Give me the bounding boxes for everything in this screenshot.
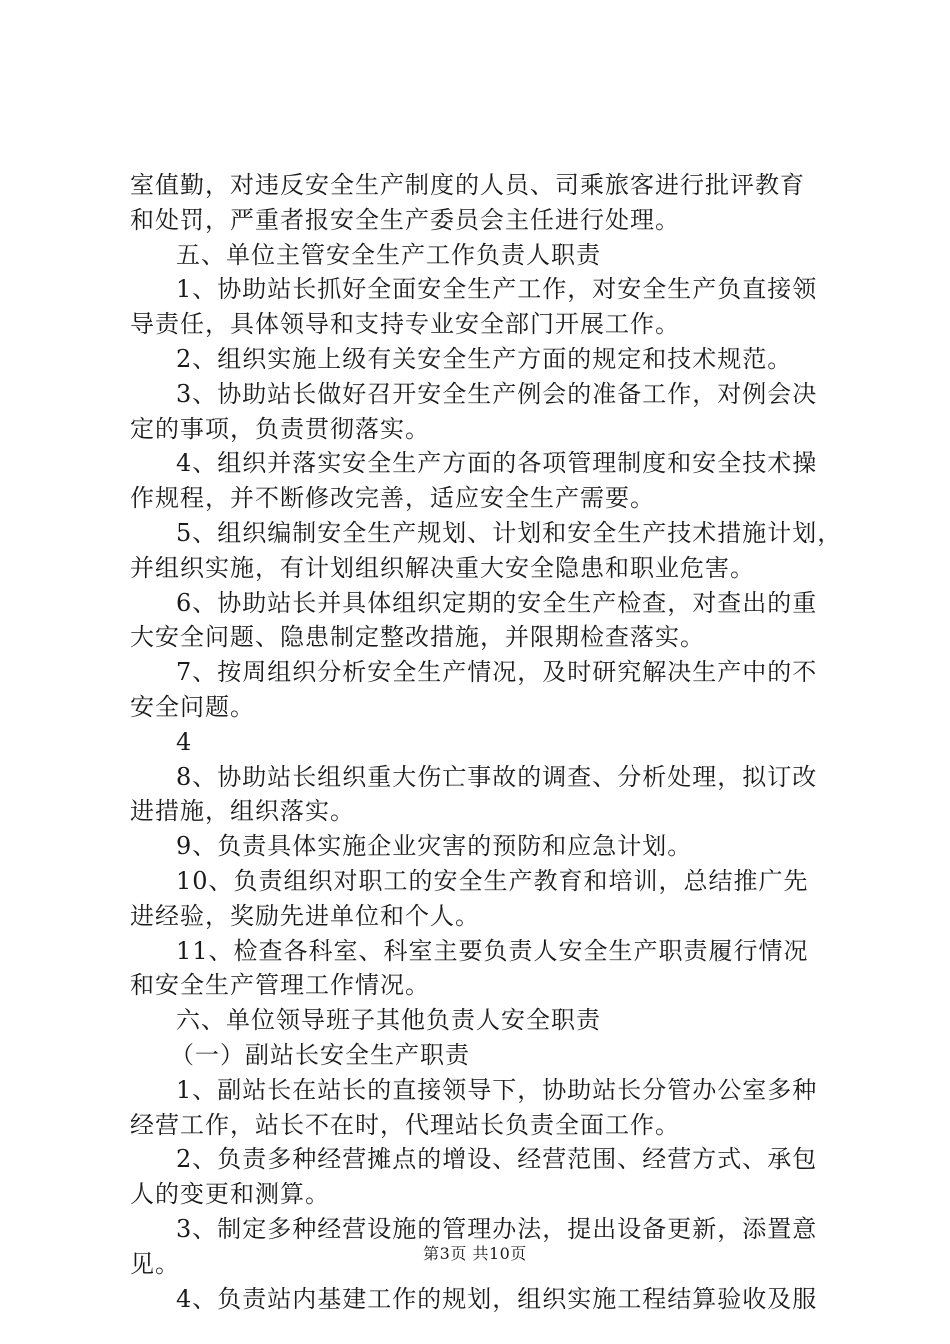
text-line: 室值勤，对违反安全生产制度的人员、司乘旅客进行批评教育 xyxy=(130,171,805,199)
text-line: 2、组织实施上级有关安全生产方面的规定和技术规范。 xyxy=(176,344,793,373)
text-line: 3、协助站长做好召开安全生产例会的准备工作，对例会决 xyxy=(176,379,818,408)
text-line: 4、负责站内基建工作的规划，组织实施工程结算验收及服 xyxy=(176,1284,818,1313)
text-line: 1、副站长在站长的直接领导下，协助站长分管办公室多种 xyxy=(176,1075,818,1104)
text-line: 进经验，奖励先进单位和个人。 xyxy=(130,901,480,930)
text-line: 进措施，组织落实。 xyxy=(130,797,355,826)
page-footer: 第3页 共10页 xyxy=(423,1244,527,1263)
text-line: 并组织实施，有计划组织解决重大安全隐患和职业危害。 xyxy=(130,553,755,582)
text-line: 7、按周组织分析安全生产情况，及时研究解决生产中的不 xyxy=(176,658,818,687)
section-heading: 六、单位领导班子其他负责人安全职责 xyxy=(176,1006,601,1035)
text-line: 作规程，并不断修改完善，适应安全生产需要。 xyxy=(130,484,655,513)
page-number-marker: 4 xyxy=(176,727,193,756)
text-line: 定的事项，负责贯彻落实。 xyxy=(130,414,430,443)
text-line: 3、制定多种经营设施的管理办法，提出设备更新，添置意 xyxy=(176,1214,818,1243)
text-line: 2、负责多种经营摊点的增设、经营范围、经营方式、承包 xyxy=(176,1145,818,1174)
text-line: 经营工作，站长不在时，代理站长负责全面工作。 xyxy=(130,1110,680,1139)
text-line: 8、协助站长组织重大伤亡事故的调查、分析处理，拟订改 xyxy=(176,762,818,791)
text-line: 9、负责具体实施企业灾害的预防和应急计划。 xyxy=(176,832,693,861)
text-line: 安全问题。 xyxy=(130,692,255,721)
document-body xyxy=(130,168,843,1316)
subsection-heading: （一）副站长安全生产职责 xyxy=(170,1040,470,1069)
text-line: 10、负责组织对职工的安全生产教育和培训，总结推广先 xyxy=(176,866,809,895)
text-line: 5、组织编制安全生产规划、计划和安全生产技术措施计划， xyxy=(176,518,843,547)
text-line: 见。 xyxy=(130,1249,180,1278)
text-line: 人的变更和测算。 xyxy=(130,1180,330,1209)
text-line: 11、检查各科室、科室主要负责人安全生产职责履行情况 xyxy=(176,936,809,965)
section-heading: 五、单位主管安全生产工作负责人职责 xyxy=(176,240,601,269)
text-line: 导责任，具体领导和支持专业安全部门开展工作。 xyxy=(130,310,680,339)
text-line: 大安全问题、隐患制定整改措施，并限期检查落实。 xyxy=(130,623,705,652)
text-line: 和安全生产管理工作情况。 xyxy=(130,971,430,1000)
text-line: 4、组织并落实安全生产方面的各项管理制度和安全技术操 xyxy=(176,449,818,478)
text-line: 1、协助站长抓好全面安全生产工作，对安全生产负直接领 xyxy=(176,275,818,304)
text-line: 和处罚，严重者报安全生产委员会主任进行处理。 xyxy=(130,205,680,234)
text-line: 6、协助站长并具体组织定期的安全生产检查，对查出的重 xyxy=(176,588,818,617)
